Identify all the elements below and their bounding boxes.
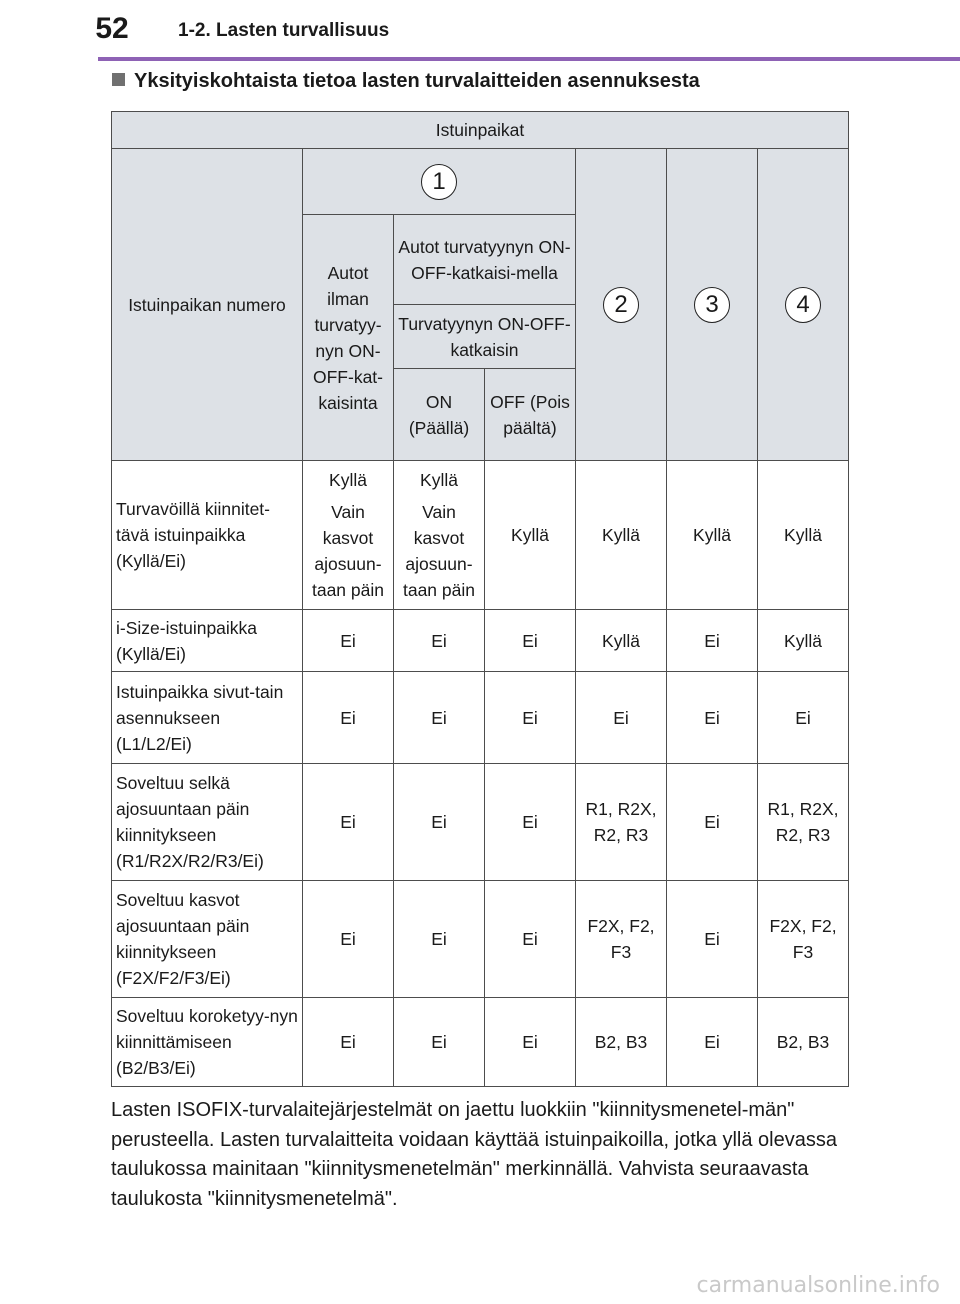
seat-3-header: [667, 149, 758, 461]
table-cell: Ei: [394, 881, 485, 998]
table-cell: Ei: [758, 672, 849, 764]
table-cell: [394, 461, 485, 610]
seat-number-label: Istuinpaikan numero: [112, 149, 303, 461]
table-cell: B2, B3: [576, 998, 667, 1087]
table-cell: Ei: [667, 672, 758, 764]
section-title-text: Yksityiskohtaista tietoa lasten turvalaitteiden asennuksesta: [134, 70, 700, 92]
table-cell: Ei: [303, 881, 394, 998]
table-cell: Ei: [303, 764, 394, 881]
no-switch-header: Autot ilman turvatyy-nyn ON-OFF-kat-kaisinta: [303, 215, 394, 461]
square-bullet-icon: [112, 73, 125, 86]
cell-main: Kyllä: [420, 470, 458, 490]
table-cell: Ei: [485, 998, 576, 1087]
seat-4-header: [758, 149, 849, 461]
seat-number-3-icon: 3: [694, 287, 730, 323]
seat-1-header: [303, 149, 576, 215]
table-cell: F2X, F2, F3: [758, 881, 849, 998]
table-row: [112, 672, 849, 764]
table-cell: Ei: [394, 610, 485, 672]
table-cell: B2, B3: [758, 998, 849, 1087]
table-row: [112, 881, 849, 998]
table-cell: R1, R2X, R2, R3: [758, 764, 849, 881]
table-cell: F2X, F2, F3: [576, 881, 667, 998]
table-cell: Ei: [303, 610, 394, 672]
seat-number-1-icon: 1: [421, 164, 457, 200]
table-cell: Ei: [667, 610, 758, 672]
table-cell: Ei: [485, 764, 576, 881]
table-cell: Ei: [394, 672, 485, 764]
header-rule: [98, 57, 960, 61]
row-label: Soveltuu selkä ajosuuntaan päin kiinnitykseen (R1/R2X/R2/R3/Ei): [112, 764, 303, 881]
table-row: [112, 610, 849, 672]
row-label: Istuinpaikka sivut-tain asennukseen (L1/L2/Ei): [112, 672, 303, 764]
table-cell: Kyllä: [576, 610, 667, 672]
switch-header: Turvatyynyn ON-OFF-katkaisin: [394, 305, 576, 369]
table-row: [112, 764, 849, 881]
table-cell: Ei: [485, 610, 576, 672]
seating-positions-header: Istuinpaikat: [112, 112, 849, 149]
row-label: i-Size-istuinpaikka (Kyllä/Ei): [112, 610, 303, 672]
table-cell: Ei: [667, 998, 758, 1087]
table-cell: Ei: [303, 998, 394, 1087]
watermark: carmanualsonline.info: [696, 1273, 940, 1298]
table-cell: Kyllä: [667, 461, 758, 610]
cell-note: Vain kasvot ajosuun-taan päin: [311, 502, 384, 600]
seat-number-2-icon: 2: [603, 287, 639, 323]
switch-off-header: OFF (Pois päältä): [485, 369, 576, 461]
cell-main: Kyllä: [329, 470, 367, 490]
table-cell: [303, 461, 394, 610]
page-number: 52: [95, 12, 129, 45]
table-cell: Ei: [485, 881, 576, 998]
table-cell: R1, R2X, R2, R3: [576, 764, 667, 881]
row-label: Soveltuu kasvot ajosuuntaan päin kiinnitykseen (F2X/F2/F3/Ei): [112, 881, 303, 998]
seat-number-4-icon: 4: [785, 287, 821, 323]
table-row: [112, 998, 849, 1087]
table-cell: Ei: [394, 764, 485, 881]
switch-on-header: ON (Päällä): [394, 369, 485, 461]
chapter-title: 1-2. Lasten turvallisuus: [178, 20, 390, 41]
cell-note: Vain kasvot ajosuun-taan päin: [402, 502, 475, 600]
table-cell: Ei: [667, 881, 758, 998]
table-cell: Ei: [576, 672, 667, 764]
table-cell: Kyllä: [576, 461, 667, 610]
table-cell: Kyllä: [758, 610, 849, 672]
table-cell: Ei: [303, 672, 394, 764]
table-row: [112, 461, 849, 610]
with-switch-header: Autot turvatyynyn ON-OFF-katkaisi-mella: [394, 215, 576, 305]
isofix-table: [111, 111, 849, 1087]
table-cell: Ei: [394, 998, 485, 1087]
table-cell: Kyllä: [758, 461, 849, 610]
table-cell: Ei: [667, 764, 758, 881]
row-label: Turvavöillä kiinnitet-tävä istuinpaikka (Kyllä/Ei): [112, 461, 303, 610]
section-heading: [112, 70, 700, 93]
table-cell: Kyllä: [485, 461, 576, 610]
row-label: Soveltuu koroketyy-nyn kiinnittämiseen (B2/B3/Ei): [112, 998, 303, 1087]
table-cell: Ei: [485, 672, 576, 764]
body-paragraph: Lasten ISOFIX-turvalaitejärjestelmät on jaettu luokkiin "kiinnitysmenetel-män" perusteella. Lasten turvalaitteita voidaan käyttää istuinpaikoilla, jotka yllä olevassa taulukossa mainitaan "kiinnitysmenetelmän" merkinnällä. Vahvista seuraavasta taulukosta "kiinnitysmenetelmä".: [111, 1099, 837, 1210]
seat-2-header: [576, 149, 667, 461]
